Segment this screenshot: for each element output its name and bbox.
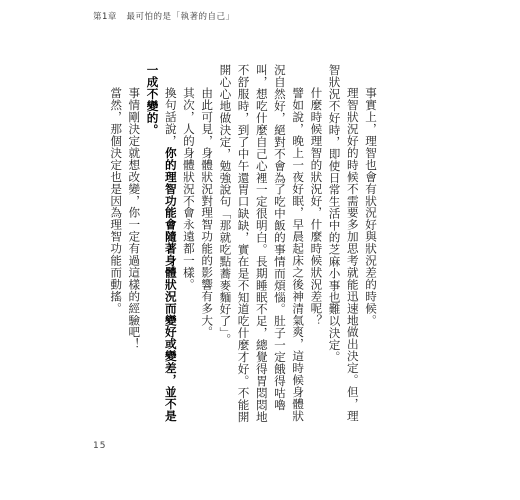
chapter-title: 最可怕的是「執著的自己」 [126, 12, 235, 22]
paragraph-with-emphasis [143, 64, 179, 424]
emphasized-sentence: 你的理智功能會隨著身體狀況而變好或變差，並不是一成不變的。 [145, 64, 178, 422]
paragraph: 事情剛決定就想改變，你一定有過這樣的經驗吧！ [127, 87, 142, 351]
paragraph: 理智狀況好的時候不需要多加思考就能迅速地做出決定。但，理智狀況不好時，即使日常生活中的芝麻小事也難以決定。 [327, 64, 360, 422]
paragraph: 其次，人的身體狀況不會永遠都一樣。 [181, 87, 196, 291]
paragraph: 由此可見，身體狀況對理智功能的影響有多大。 [200, 87, 215, 339]
running-header [93, 10, 235, 22]
paragraph: 譬如說，晚上一夜好眠，早晨起床之後神清氣爽，這時候身體狀況自然好，絕對不會為了吃中飯的事情而煩惱。肚子一定餓得咕嚕叫，想吃什麼自己心裡一定很明白。長期睡眠不足，總覺得胃悶悶地不舒服時，到了中午還胃口缺缺，實在是不知道吃什麼才好。不能開開心心地做決定，勉強說句「那就吃點蕎麥麵好了」。 [218, 64, 306, 423]
paragraph: 什麼時候理智的狀況好，什麼時候狀況差呢？ [309, 87, 324, 327]
chapter-label: 第1章 [93, 12, 117, 22]
paragraph: 事實上，理智也會有狀況好與狀況差的時候。 [364, 87, 378, 327]
page-number: 15 [93, 441, 107, 451]
vertical-body-text [107, 64, 380, 424]
paragraph-lead: 換句話說， [163, 87, 178, 147]
paragraph: 當然，那個決定也是因為理智功能而動搖。 [109, 87, 124, 315]
